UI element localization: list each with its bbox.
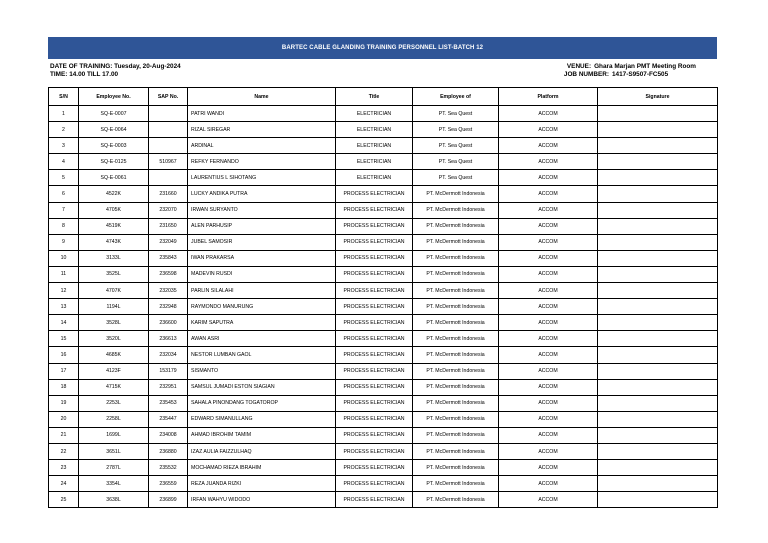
employee-no-cell: 4123F bbox=[79, 363, 149, 379]
signature-cell[interactable] bbox=[598, 347, 718, 363]
name-cell: LUCKY ANDIKA PUTRA bbox=[188, 186, 336, 202]
table-row bbox=[49, 138, 718, 154]
sap-no-cell: 153179 bbox=[149, 363, 188, 379]
employee-no-cell: 1194L bbox=[79, 299, 149, 315]
employee-no-cell: 3638L bbox=[79, 492, 149, 508]
employee-no-cell: 4522K bbox=[79, 186, 149, 202]
name-cell: NESTOR LUMBAN GAOL bbox=[188, 347, 336, 363]
sn-cell: 23 bbox=[49, 460, 79, 476]
sn-cell: 19 bbox=[49, 395, 79, 411]
sn-cell: 17 bbox=[49, 363, 79, 379]
employee-of-cell: PT. McDermott Indonesia bbox=[413, 347, 499, 363]
platform-cell: ACCOM bbox=[499, 266, 598, 282]
employee-of-cell: PT. Sea Quest bbox=[413, 154, 499, 170]
signature-cell[interactable] bbox=[598, 170, 718, 186]
platform-cell: ACCOM bbox=[499, 395, 598, 411]
name-cell: IZAZ AULIA FAIZZULHAQ bbox=[188, 443, 336, 459]
title-cell: PROCESS ELECTRICIAN bbox=[336, 250, 413, 266]
sap-no-cell: 236598 bbox=[149, 266, 188, 282]
header-name: Name bbox=[188, 88, 336, 106]
table-row bbox=[49, 186, 718, 202]
sap-no-cell: 236880 bbox=[149, 443, 188, 459]
platform-cell: ACCOM bbox=[499, 492, 598, 508]
header-title: Title bbox=[336, 88, 413, 106]
table-row bbox=[49, 170, 718, 186]
employee-of-cell: PT. McDermott Indonesia bbox=[413, 443, 499, 459]
document-title: BARTEC CABLE GLANDING TRAINING PERSONNEL LIST-BATCH 12 bbox=[281, 45, 484, 51]
employee-of-cell: PT. McDermott Indonesia bbox=[413, 283, 499, 299]
table-row bbox=[49, 331, 718, 347]
employee-no-cell: 2253L bbox=[79, 395, 149, 411]
platform-cell: ACCOM bbox=[499, 154, 598, 170]
employee-no-cell: SQ-E-0125 bbox=[79, 154, 149, 170]
table-row bbox=[49, 363, 718, 379]
table-row bbox=[49, 283, 718, 299]
employee-no-cell: 4519K bbox=[79, 218, 149, 234]
sap-no-cell: 235532 bbox=[149, 460, 188, 476]
table-row bbox=[49, 476, 718, 492]
sn-cell: 16 bbox=[49, 347, 79, 363]
sn-cell: 22 bbox=[49, 443, 79, 459]
signature-cell[interactable] bbox=[598, 186, 718, 202]
platform-cell: ACCOM bbox=[499, 331, 598, 347]
name-cell: ALEN PARHUSIP bbox=[188, 218, 336, 234]
employee-no-cell: 2787L bbox=[79, 460, 149, 476]
sap-no-cell: 236600 bbox=[149, 315, 188, 331]
sap-no-cell: 231650 bbox=[149, 218, 188, 234]
employee-of-cell: PT. McDermott Indonesia bbox=[413, 363, 499, 379]
name-cell: SISMANTO bbox=[188, 363, 336, 379]
sn-cell: 11 bbox=[49, 266, 79, 282]
signature-cell[interactable] bbox=[598, 138, 718, 154]
sap-no-cell: 232948 bbox=[149, 299, 188, 315]
sn-cell: 13 bbox=[49, 299, 79, 315]
platform-cell: ACCOM bbox=[499, 299, 598, 315]
title-cell: PROCESS ELECTRICIAN bbox=[336, 218, 413, 234]
sn-cell: 6 bbox=[49, 186, 79, 202]
sap-no-cell: 235453 bbox=[149, 395, 188, 411]
table-row bbox=[49, 427, 718, 443]
sn-cell: 5 bbox=[49, 170, 79, 186]
employee-no-cell: SQ-E-0007 bbox=[79, 106, 149, 122]
sap-no-cell: 231660 bbox=[149, 186, 188, 202]
title-cell: PROCESS ELECTRICIAN bbox=[336, 363, 413, 379]
job-number-value: 1417-S9507-FC505 bbox=[612, 71, 669, 78]
sap-no-cell: 232049 bbox=[149, 234, 188, 250]
table-row bbox=[49, 250, 718, 266]
sn-cell: 21 bbox=[49, 427, 79, 443]
title-cell: PROCESS ELECTRICIAN bbox=[336, 476, 413, 492]
signature-cell[interactable] bbox=[598, 266, 718, 282]
table-row bbox=[49, 411, 718, 427]
training-time-line bbox=[50, 71, 181, 79]
venue-line bbox=[564, 63, 696, 71]
platform-cell: ACCOM bbox=[499, 186, 598, 202]
table-row bbox=[49, 443, 718, 459]
platform-cell: ACCOM bbox=[499, 138, 598, 154]
title-cell: PROCESS ELECTRICIAN bbox=[336, 443, 413, 459]
sn-cell: 1 bbox=[49, 106, 79, 122]
sn-cell: 14 bbox=[49, 315, 79, 331]
sn-cell: 25 bbox=[49, 492, 79, 508]
header-sap-no: SAP No. bbox=[149, 88, 188, 106]
employee-no-cell: 2258L bbox=[79, 411, 149, 427]
employee-no-cell: SQ-E-0003 bbox=[79, 138, 149, 154]
employee-of-cell: PT. McDermott Indonesia bbox=[413, 250, 499, 266]
title-cell: ELECTRICIAN bbox=[336, 170, 413, 186]
signature-cell[interactable] bbox=[598, 443, 718, 459]
training-date-line bbox=[50, 63, 181, 71]
venue-label: VENUE: bbox=[566, 63, 592, 70]
signature-cell[interactable] bbox=[598, 250, 718, 266]
sap-no-cell bbox=[149, 122, 188, 138]
employee-no-cell: 3651L bbox=[79, 443, 149, 459]
platform-cell: ACCOM bbox=[499, 106, 598, 122]
date-value: Tuesday, 20-Aug-2024 bbox=[114, 63, 181, 70]
title-cell: PROCESS ELECTRICIAN bbox=[336, 299, 413, 315]
sap-no-cell bbox=[149, 138, 188, 154]
platform-cell: ACCOM bbox=[499, 218, 598, 234]
signature-cell[interactable] bbox=[598, 363, 718, 379]
sap-no-cell: 234008 bbox=[149, 427, 188, 443]
signature-cell[interactable] bbox=[598, 299, 718, 315]
employee-of-cell: PT. McDermott Indonesia bbox=[413, 234, 499, 250]
signature-cell[interactable] bbox=[598, 492, 718, 508]
employee-of-cell: PT. McDermott Indonesia bbox=[413, 379, 499, 395]
employee-no-cell: SQ-E-0064 bbox=[79, 122, 149, 138]
employee-of-cell: PT. Sea Quest bbox=[413, 138, 499, 154]
employee-no-cell: 4715K bbox=[79, 379, 149, 395]
signature-cell[interactable] bbox=[598, 202, 718, 218]
employee-of-cell: PT. McDermott Indonesia bbox=[413, 202, 499, 218]
venue-job-block bbox=[564, 63, 696, 79]
title-cell: ELECTRICIAN bbox=[336, 138, 413, 154]
personnel-table-body bbox=[49, 106, 718, 508]
sn-cell: 12 bbox=[49, 283, 79, 299]
title-cell: ELECTRICIAN bbox=[336, 106, 413, 122]
sn-cell: 10 bbox=[49, 250, 79, 266]
signature-cell[interactable] bbox=[598, 460, 718, 476]
job-number-label: JOB NUMBER: bbox=[563, 71, 609, 78]
sap-no-cell: 510967 bbox=[149, 154, 188, 170]
employee-no-cell: SQ-E-0061 bbox=[79, 170, 149, 186]
employee-of-cell: PT. McDermott Indonesia bbox=[413, 299, 499, 315]
title-cell: ELECTRICIAN bbox=[336, 154, 413, 170]
employee-of-cell: PT. McDermott Indonesia bbox=[413, 476, 499, 492]
sn-cell: 9 bbox=[49, 234, 79, 250]
employee-no-cell: 3133L bbox=[79, 250, 149, 266]
employee-no-cell: 3525L bbox=[79, 266, 149, 282]
signature-cell[interactable] bbox=[598, 315, 718, 331]
name-cell: AHMAD IBROHIM TAMIM bbox=[188, 427, 336, 443]
employee-of-cell: PT. Sea Quest bbox=[413, 106, 499, 122]
signature-cell[interactable] bbox=[598, 283, 718, 299]
table-row bbox=[49, 299, 718, 315]
platform-cell: ACCOM bbox=[499, 379, 598, 395]
employee-no-cell: 4705K bbox=[79, 202, 149, 218]
employee-no-cell: 3528L bbox=[79, 315, 149, 331]
employee-of-cell: PT. McDermott Indonesia bbox=[413, 331, 499, 347]
table-row bbox=[49, 347, 718, 363]
name-cell: SAHALA PINONDANG TOGATOROP bbox=[188, 395, 336, 411]
table-header-row bbox=[49, 88, 718, 106]
name-cell: LAURENTIUS L SIHOTANG bbox=[188, 170, 336, 186]
sap-no-cell: 235843 bbox=[149, 250, 188, 266]
time-value: 14.00 TILL 17.00 bbox=[69, 71, 119, 78]
signature-cell[interactable] bbox=[598, 411, 718, 427]
header-sn: S/N bbox=[49, 88, 79, 106]
date-label: DATE OF TRAINING: bbox=[50, 63, 113, 70]
table-row bbox=[49, 234, 718, 250]
platform-cell: ACCOM bbox=[499, 427, 598, 443]
platform-cell: ACCOM bbox=[499, 347, 598, 363]
name-cell: MOCHAMAD RIEZA IBRAHIM bbox=[188, 460, 336, 476]
name-cell: REFKY FERNANDO bbox=[188, 154, 336, 170]
employee-of-cell: PT. Sea Quest bbox=[413, 122, 499, 138]
employee-of-cell: PT. McDermott Indonesia bbox=[413, 186, 499, 202]
title-cell: PROCESS ELECTRICIAN bbox=[336, 186, 413, 202]
name-cell: AWAN ASRI bbox=[188, 331, 336, 347]
venue-value: Ghara Marjan PMT Meeting Room bbox=[594, 63, 696, 70]
signature-cell[interactable] bbox=[598, 234, 718, 250]
sn-cell: 15 bbox=[49, 331, 79, 347]
title-cell: PROCESS ELECTRICIAN bbox=[336, 379, 413, 395]
table-row bbox=[49, 122, 718, 138]
employee-of-cell: PT. McDermott Indonesia bbox=[413, 411, 499, 427]
table-row bbox=[49, 218, 718, 234]
employee-of-cell: PT. McDermott Indonesia bbox=[413, 492, 499, 508]
platform-cell: ACCOM bbox=[499, 411, 598, 427]
platform-cell: ACCOM bbox=[499, 250, 598, 266]
table-row bbox=[49, 315, 718, 331]
table-row bbox=[49, 154, 718, 170]
employee-no-cell: 1699L bbox=[79, 427, 149, 443]
sn-cell: 7 bbox=[49, 202, 79, 218]
title-cell: PROCESS ELECTRICIAN bbox=[336, 427, 413, 443]
job-number-line bbox=[564, 71, 696, 79]
signature-cell[interactable] bbox=[598, 476, 718, 492]
employee-of-cell: PT. McDermott Indonesia bbox=[413, 218, 499, 234]
employee-of-cell: PT. McDermott Indonesia bbox=[413, 315, 499, 331]
header-signature: Signature bbox=[598, 88, 718, 106]
sn-cell: 4 bbox=[49, 154, 79, 170]
sap-no-cell: 232035 bbox=[149, 283, 188, 299]
table-row bbox=[49, 395, 718, 411]
sap-no-cell bbox=[149, 170, 188, 186]
signature-cell[interactable] bbox=[598, 379, 718, 395]
sap-no-cell bbox=[149, 106, 188, 122]
employee-of-cell: PT. McDermott Indonesia bbox=[413, 266, 499, 282]
table-row bbox=[49, 202, 718, 218]
platform-cell: ACCOM bbox=[499, 170, 598, 186]
table-row bbox=[49, 492, 718, 508]
employee-no-cell: 4685K bbox=[79, 347, 149, 363]
title-cell: PROCESS ELECTRICIAN bbox=[336, 331, 413, 347]
employee-of-cell: PT. McDermott Indonesia bbox=[413, 427, 499, 443]
platform-cell: ACCOM bbox=[499, 122, 598, 138]
title-cell: PROCESS ELECTRICIAN bbox=[336, 283, 413, 299]
sn-cell: 3 bbox=[49, 138, 79, 154]
signature-cell[interactable] bbox=[598, 154, 718, 170]
signature-cell[interactable] bbox=[598, 331, 718, 347]
sn-cell: 18 bbox=[49, 379, 79, 395]
sap-no-cell: 235447 bbox=[149, 411, 188, 427]
name-cell: PARLIN SILALAHI bbox=[188, 283, 336, 299]
title-cell: ELECTRICIAN bbox=[336, 122, 413, 138]
sn-cell: 24 bbox=[49, 476, 79, 492]
title-cell: PROCESS ELECTRICIAN bbox=[336, 202, 413, 218]
name-cell: JUBEL SAMOSIR bbox=[188, 234, 336, 250]
platform-cell: ACCOM bbox=[499, 202, 598, 218]
title-cell: PROCESS ELECTRICIAN bbox=[336, 347, 413, 363]
name-cell: IWAN PRAKARSA bbox=[188, 250, 336, 266]
sap-no-cell: 236899 bbox=[149, 492, 188, 508]
title-cell: PROCESS ELECTRICIAN bbox=[336, 395, 413, 411]
title-cell: PROCESS ELECTRICIAN bbox=[336, 460, 413, 476]
signature-cell[interactable] bbox=[598, 427, 718, 443]
platform-cell: ACCOM bbox=[499, 476, 598, 492]
header-employee-of: Employee of bbox=[413, 88, 499, 106]
name-cell: EDWARD SIMANULLANG bbox=[188, 411, 336, 427]
header-employee-no: Employee No. bbox=[79, 88, 149, 106]
employee-no-cell: 3354L bbox=[79, 476, 149, 492]
employee-of-cell: PT. McDermott Indonesia bbox=[413, 395, 499, 411]
employee-no-cell: 4707K bbox=[79, 283, 149, 299]
signature-cell[interactable] bbox=[598, 122, 718, 138]
name-cell: IRFAN WAHYU WIDODO bbox=[188, 492, 336, 508]
header-platform: Platform bbox=[499, 88, 598, 106]
platform-cell: ACCOM bbox=[499, 460, 598, 476]
platform-cell: ACCOM bbox=[499, 363, 598, 379]
sap-no-cell: 232070 bbox=[149, 202, 188, 218]
name-cell: RAYMONDO MANURUNG bbox=[188, 299, 336, 315]
employee-of-cell: PT. Sea Quest bbox=[413, 170, 499, 186]
name-cell: MADEVIN RUSDI bbox=[188, 266, 336, 282]
signature-cell[interactable] bbox=[598, 106, 718, 122]
name-cell: RIZAL SIREGAR bbox=[188, 122, 336, 138]
personnel-table bbox=[48, 87, 718, 508]
time-label: TIME: bbox=[50, 71, 68, 78]
name-cell: SAMSUL JUMADI ESTON SIAGIAN bbox=[188, 379, 336, 395]
name-cell: IRWAN SURYANTO bbox=[188, 202, 336, 218]
platform-cell: ACCOM bbox=[499, 315, 598, 331]
training-datetime-block bbox=[50, 63, 181, 79]
signature-cell[interactable] bbox=[598, 395, 718, 411]
sn-cell: 2 bbox=[49, 122, 79, 138]
document-title-banner bbox=[48, 37, 717, 59]
sn-cell: 20 bbox=[49, 411, 79, 427]
employee-no-cell: 4743K bbox=[79, 234, 149, 250]
title-cell: PROCESS ELECTRICIAN bbox=[336, 492, 413, 508]
sap-no-cell: 236613 bbox=[149, 331, 188, 347]
employee-no-cell: 3520L bbox=[79, 331, 149, 347]
sap-no-cell: 232951 bbox=[149, 379, 188, 395]
title-cell: PROCESS ELECTRICIAN bbox=[336, 266, 413, 282]
name-cell: ARDINAL bbox=[188, 138, 336, 154]
name-cell: PATRI WANDI bbox=[188, 106, 336, 122]
platform-cell: ACCOM bbox=[499, 234, 598, 250]
platform-cell: ACCOM bbox=[499, 443, 598, 459]
sn-cell: 8 bbox=[49, 218, 79, 234]
employee-of-cell: PT. McDermott Indonesia bbox=[413, 460, 499, 476]
title-cell: PROCESS ELECTRICIAN bbox=[336, 411, 413, 427]
name-cell: KARIM SAPUTRA bbox=[188, 315, 336, 331]
name-cell: REZA JUANDA RIZKI bbox=[188, 476, 336, 492]
signature-cell[interactable] bbox=[598, 218, 718, 234]
title-cell: PROCESS ELECTRICIAN bbox=[336, 315, 413, 331]
table-row bbox=[49, 379, 718, 395]
table-row bbox=[49, 266, 718, 282]
table-row bbox=[49, 460, 718, 476]
sap-no-cell: 236559 bbox=[149, 476, 188, 492]
platform-cell: ACCOM bbox=[499, 283, 598, 299]
table-row bbox=[49, 106, 718, 122]
sap-no-cell: 232034 bbox=[149, 347, 188, 363]
title-cell: PROCESS ELECTRICIAN bbox=[336, 234, 413, 250]
